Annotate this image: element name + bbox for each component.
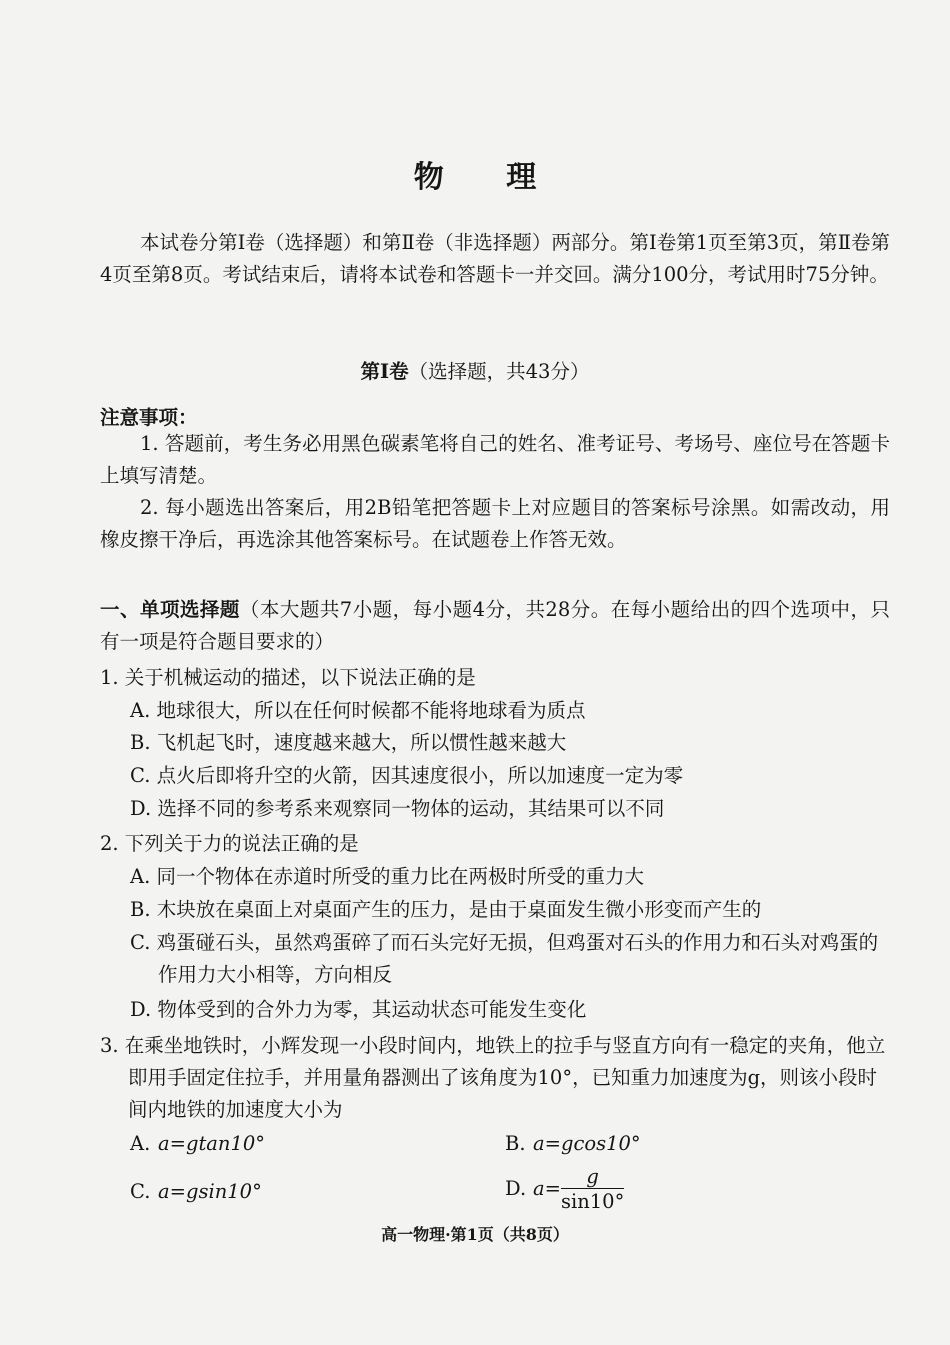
option-c-expression: a=gsin10° [158, 1180, 262, 1203]
option-b-expression: a=gcos10° [533, 1132, 641, 1155]
question-1-stem: 1. 关于机械运动的描述，以下说法正确的是 [100, 666, 476, 689]
notice-heading: 注意事项： [100, 406, 198, 429]
option-c-label: C. [130, 1180, 151, 1203]
intro-paragraph: 本试卷分第Ⅰ卷（选择题）和第Ⅱ卷（非选择题）两部分。第Ⅰ卷第1页至第3页，第Ⅱ卷第4页至第8页。考试结束后，请将本试卷和答题卡一并交回。满分100分，考试用时75分钟。 [100, 231, 890, 286]
page-footer: 高一物理·第1页（共8页） [381, 1225, 569, 1244]
option-d-fraction [561, 1166, 624, 1213]
question-3-option-c [130, 1176, 430, 1208]
option-d-lhs: a= [533, 1176, 561, 1200]
question-1-option-b: B. 飞机起飞时，速度越来越大，所以惯性越来越大 [130, 731, 567, 754]
option-a-expression: a=gtan10° [158, 1132, 266, 1155]
notice-item-1: 1. 答题前，考生务必用黑色碳素笔将自己的姓名、准考证号、考场号、座位号在答题卡上填写清楚。 [100, 432, 890, 487]
question-1-option-c: C. 点火后即将升空的火箭，因其速度很小，所以加速度一定为零 [130, 764, 684, 787]
page-title: 物 理 [413, 160, 563, 195]
question-3-option-a [130, 1128, 430, 1160]
part1-title: 一、单项选择题 [100, 598, 240, 621]
section-title [0, 356, 950, 384]
fraction-numerator: g [561, 1166, 624, 1189]
question-3-option-d [505, 1166, 805, 1213]
part1-heading [100, 594, 890, 658]
question-2-option-d: D. 物体受到的合外力为零，其运动状态可能发生变化 [130, 998, 587, 1021]
question-2-option-a: A. 同一个物体在赤道时所受的重力比在两极时所受的重力大 [130, 865, 644, 888]
question-3-option-b [505, 1128, 805, 1160]
question-1-option-a: A. 地球很大，所以在任何时候都不能将地球看为质点 [130, 699, 586, 722]
option-d-label: D. [505, 1176, 527, 1200]
question-2-option-b: B. 木块放在桌面上对桌面产生的压力，是由于桌面发生微小形变而产生的 [130, 898, 762, 921]
option-a-label: A. [130, 1132, 151, 1155]
question-1-option-d: D. 选择不同的参考系来观察同一物体的运动，其结果可以不同 [130, 797, 665, 820]
question-2-option-c: C. 鸡蛋碰石头，虽然鸡蛋碎了而石头完好无损，但鸡蛋对石头的作用力和石头对鸡蛋的作用力大小相等，方向相反 [130, 931, 879, 986]
part1-description: （本大题共7小题，每小题4分，共28分。在每小题给出的四个选项中，只有一项是符合题目要求的） [100, 598, 890, 653]
option-b-label: B. [505, 1132, 526, 1155]
section-title-rest: （选择题，共43分） [408, 360, 590, 383]
fraction-denominator: sin10° [560, 1190, 625, 1214]
notice-item-2: 2. 每小题选出答案后，用2B铅笔把答题卡上对应题目的答案标号涂黑。如需改动，用橡皮擦干净后，再选涂其他答案标号。在试题卷上作答无效。 [100, 496, 890, 551]
question-3-stem: 3. 在乘坐地铁时，小辉发现一小段时间内，地铁上的拉手与竖直方向有一稳定的夹角，他立即用手固定住拉手，并用量角器测出了该角度为10°，已知重力加速度为g，则该小段时间内地铁的加速度大小为 [100, 1034, 886, 1121]
section-title-bold: 第Ⅰ卷 [360, 360, 409, 383]
question-2-stem: 2. 下列关于力的说法正确的是 [100, 832, 359, 855]
